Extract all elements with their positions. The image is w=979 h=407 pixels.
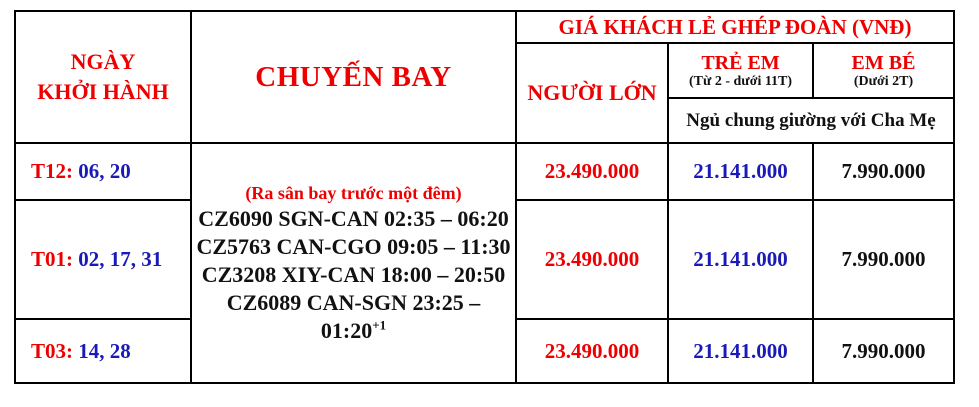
header-adult	[516, 43, 668, 143]
month-label: T12:	[31, 159, 73, 183]
departure-dates-t03	[15, 319, 191, 383]
infant-price: 7.990.000	[813, 319, 954, 383]
table-row	[15, 143, 954, 200]
header-adult-label: NGƯỜI LỚN	[527, 80, 657, 105]
dates-value: 06, 20	[78, 159, 131, 183]
dates-value: 02, 17, 31	[78, 247, 163, 271]
header-child-age-note: (Từ 2 - dưới 11T)	[688, 73, 793, 89]
header-price-group-label: GIÁ KHÁCH LẺ GHÉP ĐOÀN (VNĐ)	[558, 14, 912, 39]
header-price-group	[516, 11, 954, 43]
header-flight	[191, 11, 516, 143]
flight-line: CZ6090 SGN-CAN 02:35 – 06:20	[198, 206, 509, 231]
flight-line: CZ6089 CAN-SGN 23:25 – $01:20^{+1}$	[226, 290, 481, 343]
month-label: T03:	[31, 338, 73, 363]
header-child	[668, 43, 813, 98]
departure-dates-t12	[15, 143, 191, 200]
dates-value: 14, 28	[78, 338, 131, 363]
adult-price: 23.490.000	[516, 319, 668, 383]
child-price: 21.141.000	[668, 200, 813, 319]
header-departure-date-line1: NGÀY	[70, 49, 136, 75]
adult-price: 23.490.000	[516, 143, 668, 200]
tour-price-table	[14, 10, 955, 384]
adult-price: 23.490.000	[516, 200, 668, 319]
next-day-superscript: +1	[372, 317, 387, 333]
header-bed-sharing-note-label: Ngủ chung giường với Cha Mẹ	[686, 109, 936, 131]
month-label: T01:	[31, 247, 73, 271]
header-flight-label: CHUYẾN BAY	[255, 60, 452, 93]
header-departure-date	[15, 11, 191, 143]
infant-price: 7.990.000	[813, 200, 954, 319]
child-price: 21.141.000	[668, 143, 813, 200]
flight-note: (Ra sân bay trước một đêm)	[245, 183, 462, 203]
flight-line: CZ5763 CAN-CGO 09:05 – 11:30	[196, 234, 511, 259]
departure-dates-t01	[15, 200, 191, 319]
child-price: 21.141.000	[668, 319, 813, 383]
header-infant-age-note: (Dưới 2T)	[853, 73, 914, 89]
flight-line: CZ3208 XIY-CAN 18:00 – 20:50	[201, 262, 506, 287]
header-child-label: TRẺ EM	[701, 51, 780, 74]
header-infant-label: EM BÉ	[851, 51, 916, 74]
header-bed-sharing-note	[668, 98, 954, 143]
infant-price: 7.990.000	[813, 143, 954, 200]
header-infant	[813, 43, 954, 98]
header-departure-date-line2: KHỞI HÀNH	[37, 79, 169, 104]
flight-details	[191, 143, 516, 383]
